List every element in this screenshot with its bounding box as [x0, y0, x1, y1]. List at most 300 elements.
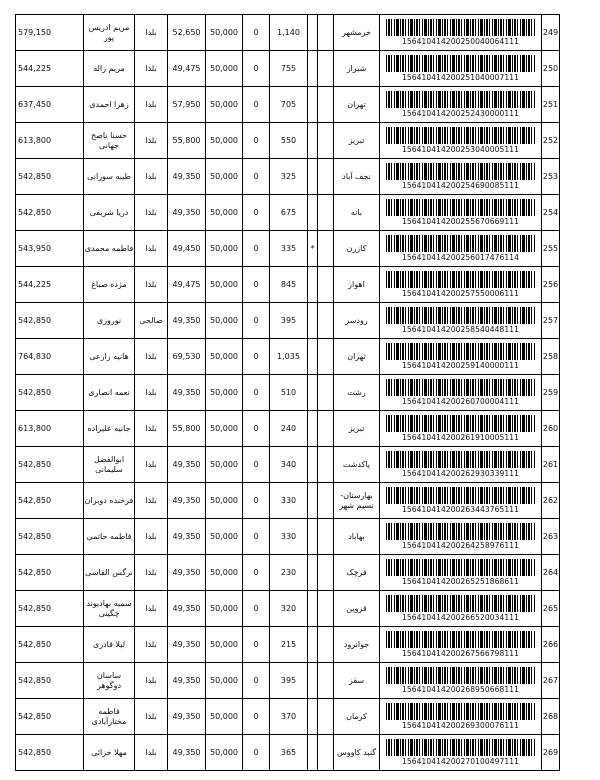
barcode: [386, 55, 536, 83]
barcode-bars: [386, 595, 536, 612]
destination-city-cell: اهواز: [334, 267, 380, 303]
fee-cell: 50,000: [206, 87, 243, 123]
barcode-bars: [386, 343, 536, 360]
tracking-barcode-cell: [380, 519, 542, 555]
barcode: [386, 667, 536, 695]
row-number-cell: 260: [542, 411, 560, 447]
barcode: [386, 271, 536, 299]
weight-cell: 230: [270, 555, 308, 591]
sender-cell: بلدا: [135, 375, 168, 411]
barcode-number: 156410414200251040007111: [402, 72, 519, 82]
barcode-number: 156410414200263443765111: [402, 504, 519, 514]
sender-cell: بلدا: [135, 195, 168, 231]
sender-cell: بلدا: [135, 267, 168, 303]
mark-cell: *: [308, 231, 318, 267]
row-number-cell: 265: [542, 591, 560, 627]
fee-cell: 50,000: [206, 375, 243, 411]
table-row: [16, 519, 560, 555]
barcode: [386, 703, 536, 731]
declared-value-cell: 55,800: [168, 123, 206, 159]
barcode-bars: [386, 703, 536, 720]
destination-city-cell: پاکدشت: [334, 447, 380, 483]
destination-city-cell: رشت: [334, 375, 380, 411]
table-row: [16, 123, 560, 159]
row-number-cell: 250: [542, 51, 560, 87]
sender-cell: بلدا: [135, 555, 168, 591]
total-amount-cell: 544,225: [16, 267, 84, 303]
sender-cell: بلدا: [135, 123, 168, 159]
total-amount-cell: 579,150: [16, 15, 84, 51]
mark-cell: [308, 51, 318, 87]
mark-cell: [308, 591, 318, 627]
empty-cell: [318, 663, 334, 699]
declared-value-cell: 69,530: [168, 339, 206, 375]
mark-cell: [308, 87, 318, 123]
recipient-name-cell: مریم زاله: [84, 51, 135, 87]
barcode-number: 156410414200253040005111: [402, 144, 519, 154]
fee-cell: 50,000: [206, 195, 243, 231]
declared-value-cell: 57,950: [168, 87, 206, 123]
extra-charge-cell: 0: [243, 411, 270, 447]
destination-city-cell: گنبد کاووس: [334, 735, 380, 771]
mark-cell: [308, 699, 318, 735]
row-number-cell: 261: [542, 447, 560, 483]
empty-cell: [318, 87, 334, 123]
barcode-bars: [386, 19, 536, 36]
shipment-table: [15, 14, 560, 771]
extra-charge-cell: 0: [243, 15, 270, 51]
barcode: [386, 235, 536, 263]
table-row: [16, 195, 560, 231]
table-body: [16, 15, 560, 771]
fee-cell: 50,000: [206, 699, 243, 735]
mark-cell: [308, 15, 318, 51]
barcode: [386, 739, 536, 767]
barcode-bars: [386, 199, 536, 216]
extra-charge-cell: 0: [243, 699, 270, 735]
weight-cell: 395: [270, 303, 308, 339]
destination-city-cell: جوانرود: [334, 627, 380, 663]
empty-cell: [318, 123, 334, 159]
fee-cell: 50,000: [206, 483, 243, 519]
empty-cell: [318, 375, 334, 411]
barcode-bars: [386, 667, 536, 684]
row-number-cell: 263: [542, 519, 560, 555]
barcode: [386, 559, 536, 587]
weight-cell: 1,140: [270, 15, 308, 51]
barcode-bars: [386, 523, 536, 540]
extra-charge-cell: 0: [243, 87, 270, 123]
recipient-name-cell: نوروزی: [84, 303, 135, 339]
barcode-bars: [386, 307, 536, 324]
tracking-barcode-cell: [380, 627, 542, 663]
barcode-bars: [386, 487, 536, 504]
tracking-barcode-cell: [380, 483, 542, 519]
sender-cell: بلدا: [135, 15, 168, 51]
fee-cell: 50,000: [206, 447, 243, 483]
extra-charge-cell: 0: [243, 159, 270, 195]
mark-cell: [308, 303, 318, 339]
recipient-name-cell: نعمه انصاری: [84, 375, 135, 411]
empty-cell: [318, 51, 334, 87]
weight-cell: 845: [270, 267, 308, 303]
row-number-cell: 259: [542, 375, 560, 411]
declared-value-cell: 49,350: [168, 591, 206, 627]
barcode-bars: [386, 739, 536, 756]
row-number-cell: 256: [542, 267, 560, 303]
weight-cell: 395: [270, 663, 308, 699]
weight-cell: 320: [270, 591, 308, 627]
barcode: [386, 379, 536, 407]
total-amount-cell: 542,850: [16, 447, 84, 483]
mark-cell: [308, 123, 318, 159]
declared-value-cell: 49,350: [168, 447, 206, 483]
tracking-barcode-cell: [380, 195, 542, 231]
destination-city-cell: فرچک: [334, 555, 380, 591]
fee-cell: 50,000: [206, 663, 243, 699]
recipient-name-cell: حسنا ناصح جهانی: [84, 123, 135, 159]
total-amount-cell: 637,450: [16, 87, 84, 123]
barcode-number: 156410414200260700004111: [402, 396, 519, 406]
barcode: [386, 127, 536, 155]
recipient-name-cell: ابوالفضل سلیمانی: [84, 447, 135, 483]
extra-charge-cell: 0: [243, 735, 270, 771]
mark-cell: [308, 375, 318, 411]
recipient-name-cell: فاطمه محمدی: [84, 231, 135, 267]
weight-cell: 240: [270, 411, 308, 447]
recipient-name-cell: لیلا قادری: [84, 627, 135, 663]
tracking-barcode-cell: [380, 735, 542, 771]
empty-cell: [318, 411, 334, 447]
table-row: [16, 699, 560, 735]
barcode: [386, 19, 536, 47]
destination-city-cell: تبریز: [334, 123, 380, 159]
destination-city-cell: سقز: [334, 663, 380, 699]
table-row: [16, 339, 560, 375]
declared-value-cell: 49,350: [168, 663, 206, 699]
table-row: [16, 51, 560, 87]
barcode-bars: [386, 271, 536, 288]
declared-value-cell: 49,350: [168, 303, 206, 339]
table-row: [16, 15, 560, 51]
total-amount-cell: 542,850: [16, 627, 84, 663]
destination-city-cell: تهران: [334, 87, 380, 123]
total-amount-cell: 764,830: [16, 339, 84, 375]
empty-cell: [318, 267, 334, 303]
destination-city-cell: تبریز: [334, 411, 380, 447]
sender-cell: بلدا: [135, 699, 168, 735]
destination-city-cell: شیراز: [334, 51, 380, 87]
extra-charge-cell: 0: [243, 267, 270, 303]
total-amount-cell: 542,850: [16, 663, 84, 699]
barcode-number: 156410414200250040064111: [402, 36, 519, 46]
weight-cell: 325: [270, 159, 308, 195]
fee-cell: 50,000: [206, 267, 243, 303]
empty-cell: [318, 699, 334, 735]
barcode-bars: [386, 631, 536, 648]
weight-cell: 365: [270, 735, 308, 771]
row-number-cell: 269: [542, 735, 560, 771]
tracking-barcode-cell: [380, 447, 542, 483]
declared-value-cell: 49,450: [168, 231, 206, 267]
sender-cell: بلدا: [135, 663, 168, 699]
tracking-barcode-cell: [380, 699, 542, 735]
barcode-number: 156410414200268950668111: [402, 684, 519, 694]
destination-city-cell: بهارستان- نسیم شهر: [334, 483, 380, 519]
fee-cell: 50,000: [206, 231, 243, 267]
declared-value-cell: 49,350: [168, 519, 206, 555]
total-amount-cell: 542,850: [16, 735, 84, 771]
weight-cell: 550: [270, 123, 308, 159]
sender-cell: بلدا: [135, 519, 168, 555]
barcode-number: 156410414200261910005111: [402, 432, 519, 442]
table-row: [16, 267, 560, 303]
barcode-number: 156410414200259140000111: [402, 360, 519, 370]
barcode-bars: [386, 451, 536, 468]
total-amount-cell: 613,800: [16, 411, 84, 447]
extra-charge-cell: 0: [243, 51, 270, 87]
fee-cell: 50,000: [206, 339, 243, 375]
mark-cell: [308, 159, 318, 195]
tracking-barcode-cell: [380, 159, 542, 195]
row-number-cell: 266: [542, 627, 560, 663]
sender-cell: بلدا: [135, 87, 168, 123]
barcode-bars: [386, 559, 536, 576]
sender-cell: بلدا: [135, 483, 168, 519]
sender-cell: بلدا: [135, 159, 168, 195]
barcode: [386, 631, 536, 659]
recipient-name-cell: مژده صباغ: [84, 267, 135, 303]
destination-city-cell: رودسر: [334, 303, 380, 339]
barcode: [386, 595, 536, 623]
recipient-name-cell: سمیه بهادیوند چگینی: [84, 591, 135, 627]
row-number-cell: 267: [542, 663, 560, 699]
tracking-barcode-cell: [380, 375, 542, 411]
tracking-barcode-cell: [380, 51, 542, 87]
extra-charge-cell: 0: [243, 303, 270, 339]
sender-cell: بلدا: [135, 447, 168, 483]
row-number-cell: 251: [542, 87, 560, 123]
sender-cell: بلدا: [135, 339, 168, 375]
sender-cell: بلدا: [135, 627, 168, 663]
mark-cell: [308, 663, 318, 699]
extra-charge-cell: 0: [243, 231, 270, 267]
mark-cell: [308, 735, 318, 771]
barcode-number: 156410414200267566798111: [402, 648, 519, 658]
weight-cell: 330: [270, 483, 308, 519]
table-row: [16, 591, 560, 627]
row-number-cell: 268: [542, 699, 560, 735]
extra-charge-cell: 0: [243, 339, 270, 375]
total-amount-cell: 542,850: [16, 699, 84, 735]
total-amount-cell: 542,850: [16, 519, 84, 555]
barcode: [386, 343, 536, 371]
barcode-number: 156410414200262930339111: [402, 468, 519, 478]
table-row: [16, 447, 560, 483]
barcode-bars: [386, 127, 536, 144]
total-amount-cell: 613,800: [16, 123, 84, 159]
barcode: [386, 199, 536, 227]
empty-cell: [318, 231, 334, 267]
recipient-name-cell: دریا شریفی: [84, 195, 135, 231]
barcode-number: 156410414200257550006111: [402, 288, 519, 298]
declared-value-cell: 49,350: [168, 627, 206, 663]
weight-cell: 215: [270, 627, 308, 663]
total-amount-cell: 544,225: [16, 51, 84, 87]
empty-cell: [318, 15, 334, 51]
declared-value-cell: 49,350: [168, 735, 206, 771]
tracking-barcode-cell: [380, 411, 542, 447]
total-amount-cell: 542,850: [16, 159, 84, 195]
declared-value-cell: 49,350: [168, 375, 206, 411]
barcode: [386, 307, 536, 335]
barcode-bars: [386, 163, 536, 180]
mark-cell: [308, 195, 318, 231]
barcode: [386, 451, 536, 479]
recipient-name-cell: ساسان دوگوهر: [84, 663, 135, 699]
total-amount-cell: 542,850: [16, 555, 84, 591]
fee-cell: 50,000: [206, 555, 243, 591]
weight-cell: 510: [270, 375, 308, 411]
empty-cell: [318, 519, 334, 555]
row-number-cell: 262: [542, 483, 560, 519]
tracking-barcode-cell: [380, 555, 542, 591]
table-row: [16, 303, 560, 339]
empty-cell: [318, 591, 334, 627]
tracking-barcode-cell: [380, 123, 542, 159]
table-row: [16, 735, 560, 771]
tracking-barcode-cell: [380, 87, 542, 123]
extra-charge-cell: 0: [243, 555, 270, 591]
tracking-barcode-cell: [380, 339, 542, 375]
tracking-barcode-cell: [380, 591, 542, 627]
extra-charge-cell: 0: [243, 627, 270, 663]
row-number-cell: 253: [542, 159, 560, 195]
recipient-name-cell: مریم ادریس پور: [84, 15, 135, 51]
sender-cell: بلدا: [135, 591, 168, 627]
destination-city-cell: تهران: [334, 339, 380, 375]
extra-charge-cell: 0: [243, 591, 270, 627]
tracking-barcode-cell: [380, 231, 542, 267]
fee-cell: 50,000: [206, 159, 243, 195]
fee-cell: 50,000: [206, 519, 243, 555]
recipient-name-cell: فاطمه حاتمی: [84, 519, 135, 555]
table-row: [16, 159, 560, 195]
row-number-cell: 264: [542, 555, 560, 591]
barcode: [386, 523, 536, 551]
table-row: [16, 555, 560, 591]
barcode: [386, 415, 536, 443]
destination-city-cell: قزوین: [334, 591, 380, 627]
row-number-cell: 255: [542, 231, 560, 267]
barcode: [386, 487, 536, 515]
tracking-barcode-cell: [380, 663, 542, 699]
declared-value-cell: 52,650: [168, 15, 206, 51]
barcode-number: 156410414200258540448111: [402, 324, 519, 334]
weight-cell: 330: [270, 519, 308, 555]
barcode-number: 156410414200255670669111: [402, 216, 519, 226]
fee-cell: 50,000: [206, 123, 243, 159]
empty-cell: [318, 555, 334, 591]
recipient-name-cell: جانیه علیزاده: [84, 411, 135, 447]
fee-cell: 50,000: [206, 735, 243, 771]
mark-cell: [308, 627, 318, 663]
weight-cell: 340: [270, 447, 308, 483]
destination-city-cell: نجف آباد: [334, 159, 380, 195]
table-row: [16, 411, 560, 447]
declared-value-cell: 49,350: [168, 195, 206, 231]
empty-cell: [318, 735, 334, 771]
barcode-bars: [386, 415, 536, 432]
declared-value-cell: 49,350: [168, 555, 206, 591]
barcode-number: 156410414200265251868611: [402, 576, 519, 586]
empty-cell: [318, 483, 334, 519]
empty-cell: [318, 195, 334, 231]
fee-cell: 50,000: [206, 15, 243, 51]
mark-cell: [308, 483, 318, 519]
mark-cell: [308, 411, 318, 447]
table-row: [16, 375, 560, 411]
destination-city-cell: بانه: [334, 195, 380, 231]
recipient-name-cell: فرخنده دوبران: [84, 483, 135, 519]
mark-cell: [308, 267, 318, 303]
weight-cell: 335: [270, 231, 308, 267]
barcode-number: 156410414200266520034111: [402, 612, 519, 622]
sender-cell: بلدا: [135, 735, 168, 771]
total-amount-cell: 542,850: [16, 195, 84, 231]
total-amount-cell: 542,850: [16, 303, 84, 339]
barcode: [386, 91, 536, 119]
declared-value-cell: 49,475: [168, 267, 206, 303]
total-amount-cell: 543,950: [16, 231, 84, 267]
destination-city-cell: بهاباد: [334, 519, 380, 555]
extra-charge-cell: 0: [243, 123, 270, 159]
row-number-cell: 252: [542, 123, 560, 159]
total-amount-cell: 542,850: [16, 483, 84, 519]
declared-value-cell: 49,350: [168, 699, 206, 735]
barcode-number: 156410414200270100497111: [402, 756, 519, 766]
empty-cell: [318, 627, 334, 663]
fee-cell: 50,000: [206, 51, 243, 87]
barcode-number: 156410414200252430000111: [402, 108, 519, 118]
row-number-cell: 249: [542, 15, 560, 51]
total-amount-cell: 542,850: [16, 375, 84, 411]
weight-cell: 370: [270, 699, 308, 735]
recipient-name-cell: زهرا احمدی: [84, 87, 135, 123]
extra-charge-cell: 0: [243, 447, 270, 483]
tracking-barcode-cell: [380, 15, 542, 51]
declared-value-cell: 49,350: [168, 159, 206, 195]
recipient-name-cell: مهلا خزائی: [84, 735, 135, 771]
destination-city-cell: خرمشهر: [334, 15, 380, 51]
barcode-number: 156410414200264258976111: [402, 540, 519, 550]
barcode-number: 156410414200256017476114: [402, 252, 519, 262]
tracking-barcode-cell: [380, 267, 542, 303]
sender-cell: صالحی: [135, 303, 168, 339]
weight-cell: 675: [270, 195, 308, 231]
sender-cell: بلدا: [135, 51, 168, 87]
weight-cell: 705: [270, 87, 308, 123]
recipient-name-cell: فاطمه مختارآبادی: [84, 699, 135, 735]
destination-city-cell: کرمان: [334, 699, 380, 735]
row-number-cell: 257: [542, 303, 560, 339]
mark-cell: [308, 519, 318, 555]
mark-cell: [308, 555, 318, 591]
extra-charge-cell: 0: [243, 483, 270, 519]
declared-value-cell: 49,350: [168, 483, 206, 519]
extra-charge-cell: 0: [243, 375, 270, 411]
barcode: [386, 163, 536, 191]
